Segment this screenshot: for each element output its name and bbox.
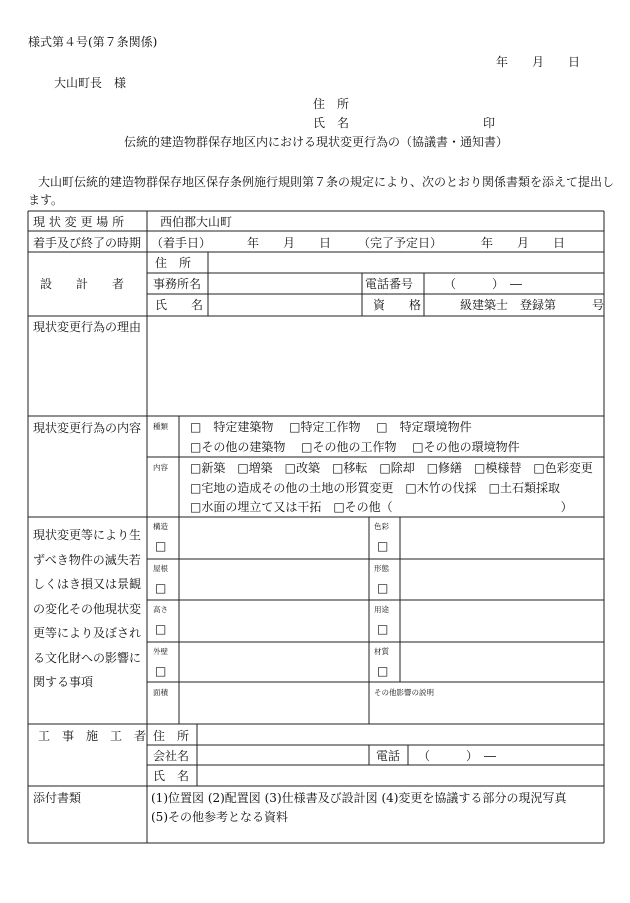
impact-wall-label: 外壁 xyxy=(153,647,168,656)
impact-wall-checkbox[interactable]: □ xyxy=(155,664,167,678)
kind-label: 種類 xyxy=(153,422,168,431)
contractor-phone-label: 電話 xyxy=(376,749,401,763)
impact-material-checkbox[interactable]: □ xyxy=(377,664,389,678)
impact-height-checkbox[interactable]: □ xyxy=(155,622,167,636)
designer-name-label: 氏 名 xyxy=(155,298,204,312)
impact-use-checkbox[interactable]: □ xyxy=(377,622,389,636)
designer-qualification-value[interactable]: 級建築士 登録第 号 xyxy=(460,298,605,312)
reason-label: 現状変更行為の理由 xyxy=(33,320,142,334)
impact-height-label: 高さ xyxy=(153,605,168,614)
form-number: 様式第４号(第７条関係) xyxy=(28,35,158,49)
kind-options-line1[interactable]: □ 特定建築物 □特定工作物 □ 特定環境物件 xyxy=(190,420,472,434)
attachments-line2: (5)その他参考となる資料 xyxy=(151,810,288,824)
content-sub-label: 内容 xyxy=(153,463,168,472)
impact-form-label: 形態 xyxy=(374,564,389,573)
designer-label: 設 計 者 xyxy=(40,277,125,291)
impact-color-label: 色彩 xyxy=(374,522,389,531)
impact-material-label: 材質 xyxy=(374,647,389,656)
period-end-label: （完了予定日） xyxy=(358,236,443,250)
designer-qualification-label: 資 格 xyxy=(373,298,422,312)
period-start-label: （着手日） xyxy=(151,236,212,250)
contractor-company-label: 会社名 xyxy=(153,749,190,763)
impact-color-checkbox[interactable]: □ xyxy=(377,539,389,553)
impact-label-line: 現状変更等により生 xyxy=(33,528,142,542)
intro-text-line2: ます。 xyxy=(28,193,64,207)
impact-label-line: の変化その他現状変 xyxy=(33,601,142,616)
impact-use-label: 用途 xyxy=(374,605,389,614)
period-end-date[interactable]: 年 月 日 xyxy=(481,236,566,250)
impact-area-label: 面積 xyxy=(153,688,168,697)
designer-phone-label: 電話番号 xyxy=(365,277,414,291)
period-start-date[interactable]: 年 月 日 xyxy=(247,236,332,250)
impact-structure-checkbox[interactable]: □ xyxy=(155,539,167,553)
impact-roof-checkbox[interactable]: □ xyxy=(155,581,167,595)
kind-options-line2[interactable]: □その他の建築物 □その他の工作物 □その他の環境物件 xyxy=(190,440,520,454)
impact-label xyxy=(33,523,147,695)
period-label: 着手及び終了の時期 xyxy=(33,236,142,250)
intro-text-line1: 大山町伝統的建造物群保存地区保存条例施行規則第７条の規定により、次のとおり関係書類を添えて提出し xyxy=(38,175,615,189)
contractor-phone-value[interactable]: （ ） ― xyxy=(418,749,497,763)
attachments-line1: (1)位置図 (2)配置図 (3)仕様書及び設計図 (4)変更を協議する部分の現況写真 xyxy=(151,791,567,805)
seal-mark: 印 xyxy=(483,116,496,130)
contractor-name-label: 氏 名 xyxy=(153,769,190,783)
impact-form-checkbox[interactable]: □ xyxy=(377,581,389,595)
impact-label-line: 更等により及ぼされ xyxy=(33,626,142,640)
applicant-name-label: 氏 名 xyxy=(313,116,350,130)
contractor-label: 工 事 施 工 者 xyxy=(38,729,147,743)
impact-other-label: その他影響の説明 xyxy=(374,688,434,697)
location-label: 現 状 変 更 場 所 xyxy=(33,215,125,229)
designer-phone-value[interactable]: （ ） ― xyxy=(444,277,523,291)
designer-address-label: 住 所 xyxy=(155,256,192,270)
designer-office-label: 事務所名 xyxy=(153,277,202,291)
content-options-line3[interactable]: □水面の埋立て又は干拓 □その他（ ） xyxy=(190,500,573,514)
location-value[interactable]: 西伯郡大山町 xyxy=(160,215,233,229)
contractor-address-label: 住 所 xyxy=(153,729,190,743)
impact-label-line: しくはき損又は景観 xyxy=(33,577,142,591)
form-title: 伝統的建造物群保存地区内における現状変更行為の（協議書・通知書） xyxy=(124,135,509,149)
impact-structure-label: 構造 xyxy=(153,522,168,531)
content-label: 現状変更行為の内容 xyxy=(33,421,142,435)
impact-label-line: ずべき物件の滅失若 xyxy=(33,552,141,567)
submission-date: 年 月 日 xyxy=(496,55,581,69)
impact-label-line: る文化財への影響に xyxy=(33,650,142,665)
applicant-address-label: 住 所 xyxy=(313,97,350,111)
content-options-line1[interactable]: □新築 □増築 □改築 □移転 □除却 □修繕 □模様替 □色彩変更 xyxy=(190,461,593,475)
attachments-label: 添付書類 xyxy=(33,791,82,805)
impact-roof-label: 屋根 xyxy=(153,564,168,573)
impact-label-line: 関する事項 xyxy=(33,675,94,689)
addressee: 大山町長 様 xyxy=(54,76,127,90)
content-options-line2[interactable]: □宅地の造成その他の土地の形質変更 □木竹の伐採 □土石類採取 xyxy=(190,481,561,495)
